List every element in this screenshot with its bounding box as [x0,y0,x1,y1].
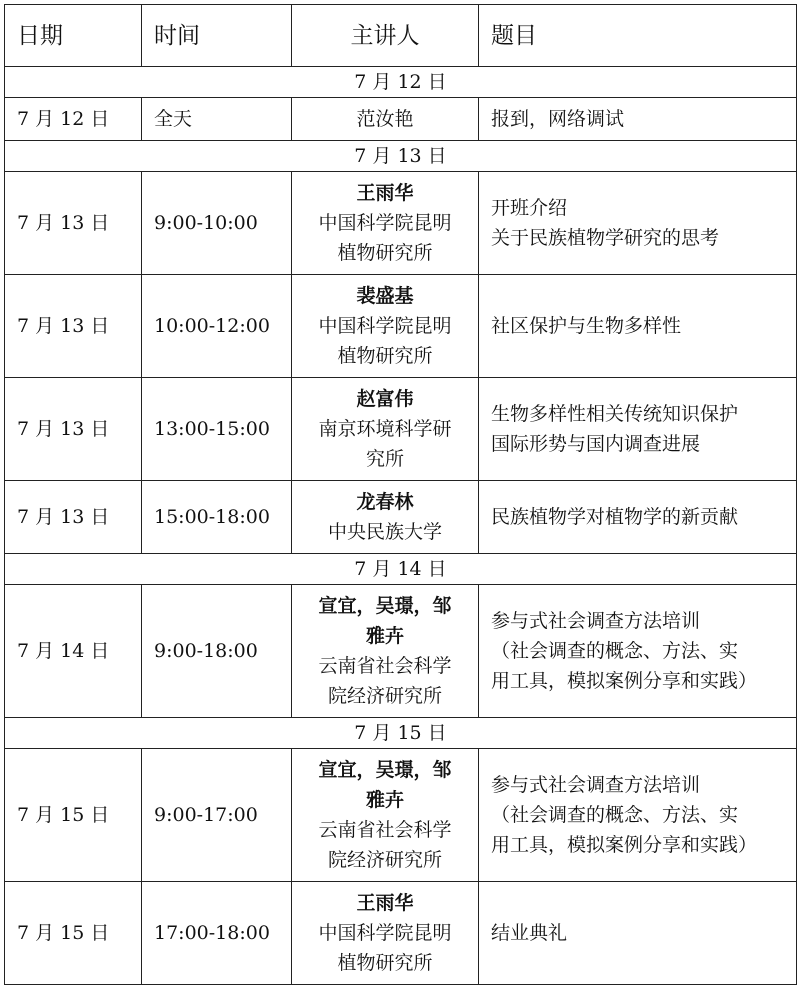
time-cell: 全天 [142,98,292,141]
topic-line: 结业典礼 [491,922,568,944]
topic-cell [479,749,797,882]
day-label: 7 月 13 日 [5,141,797,172]
topic-line: 社区保护与生物多样性 [491,315,682,337]
speaker-cell [292,378,479,481]
date-cell: 7 月 13 日 [5,275,142,378]
topic-line: 参与式社会调查方法培训 [491,610,701,632]
speaker-affiliation-line: 中央民族大学 [327,521,442,543]
speaker-name: 宣宜，吴璟，邹 雅卉 [318,595,452,647]
table-row [5,481,797,554]
speaker-affiliation-line: 中国科学院昆明 [318,315,452,337]
time-cell: 9:00-10:00 [142,172,292,275]
speaker-affiliation-line: 究所 [365,448,404,470]
schedule-body [5,67,797,985]
speaker-cell [292,172,479,275]
speaker-affiliation-line: 植物研究所 [337,345,433,367]
topic-line: 国际形势与国内调查进展 [491,433,701,455]
table-row [5,585,797,718]
date-cell: 7 月 15 日 [5,749,142,882]
table-row [5,172,797,275]
speaker-cell [292,98,479,141]
topic-line: 参与式社会调查方法培训 [491,774,701,796]
speaker-affiliation-line: 范汝艳 [356,108,414,130]
speaker-cell [292,585,479,718]
topic-cell [479,172,797,275]
speaker-affiliation-line: 中国科学院昆明 [318,922,452,944]
topic-cell [479,882,797,985]
date-cell: 7 月 13 日 [5,172,142,275]
time-cell: 17:00-18:00 [142,882,292,985]
table-row [5,882,797,985]
header-date: 日期 [5,5,142,67]
speaker-affiliation-line: 植物研究所 [337,242,433,264]
topic-line: （社会调查的概念、方法、实 [491,804,739,826]
day-separator-row [5,141,797,172]
time-cell: 9:00-17:00 [142,749,292,882]
topic-cell [479,98,797,141]
day-separator-row [5,554,797,585]
speaker-name: 王雨华 [356,182,414,204]
speaker-name: 王雨华 [356,892,414,914]
speaker-affiliation-line: 云南省社会科学 [318,655,452,677]
topic-line: 用工具，模拟案例分享和实践） [491,670,758,692]
topic-line: 开班介绍 [491,197,568,219]
day-label: 7 月 15 日 [5,718,797,749]
topic-line: 民族植物学对植物学的新贡献 [491,506,739,528]
header-speaker: 主讲人 [292,5,479,67]
day-separator-row [5,67,797,98]
topic-cell [479,585,797,718]
date-cell: 7 月 12 日 [5,98,142,141]
schedule-table [4,4,797,985]
topic-line: 关于民族植物学研究的思考 [491,227,720,249]
topic-cell [479,378,797,481]
speaker-affiliation-line: 南京环境科学研 [318,418,452,440]
day-label: 7 月 14 日 [5,554,797,585]
speaker-cell [292,481,479,554]
table-row [5,98,797,141]
date-cell: 7 月 13 日 [5,481,142,554]
speaker-affiliation-line: 云南省社会科学 [318,819,452,841]
time-cell: 13:00-15:00 [142,378,292,481]
date-cell: 7 月 15 日 [5,882,142,985]
time-cell: 15:00-18:00 [142,481,292,554]
header-time: 时间 [142,5,292,67]
speaker-cell [292,275,479,378]
speaker-affiliation-line: 植物研究所 [337,952,433,974]
table-row [5,378,797,481]
day-label: 7 月 12 日 [5,67,797,98]
date-cell: 7 月 14 日 [5,585,142,718]
speaker-affiliation-line: 院经济研究所 [327,849,442,871]
topic-line: 用工具，模拟案例分享和实践） [491,834,758,856]
topic-cell [479,481,797,554]
speaker-name: 赵富伟 [356,388,414,410]
table-row [5,749,797,882]
topic-line: 报到，网络调试 [491,108,625,130]
time-cell: 9:00-18:00 [142,585,292,718]
table-row [5,275,797,378]
speaker-name: 宣宜，吴璟，邹 雅卉 [318,759,452,811]
day-separator-row [5,718,797,749]
speaker-cell [292,882,479,985]
speaker-affiliation-line: 院经济研究所 [327,685,442,707]
header-row [5,5,797,67]
speaker-affiliation-line: 中国科学院昆明 [318,212,452,234]
date-cell: 7 月 13 日 [5,378,142,481]
topic-line: 生物多样性相关传统知识保护 [491,403,739,425]
speaker-name: 龙春林 [356,491,414,513]
speaker-name: 裴盛基 [356,285,414,307]
time-cell: 10:00-12:00 [142,275,292,378]
topic-line: （社会调查的概念、方法、实 [491,640,739,662]
header-topic: 题目 [479,5,797,67]
topic-cell [479,275,797,378]
speaker-cell [292,749,479,882]
